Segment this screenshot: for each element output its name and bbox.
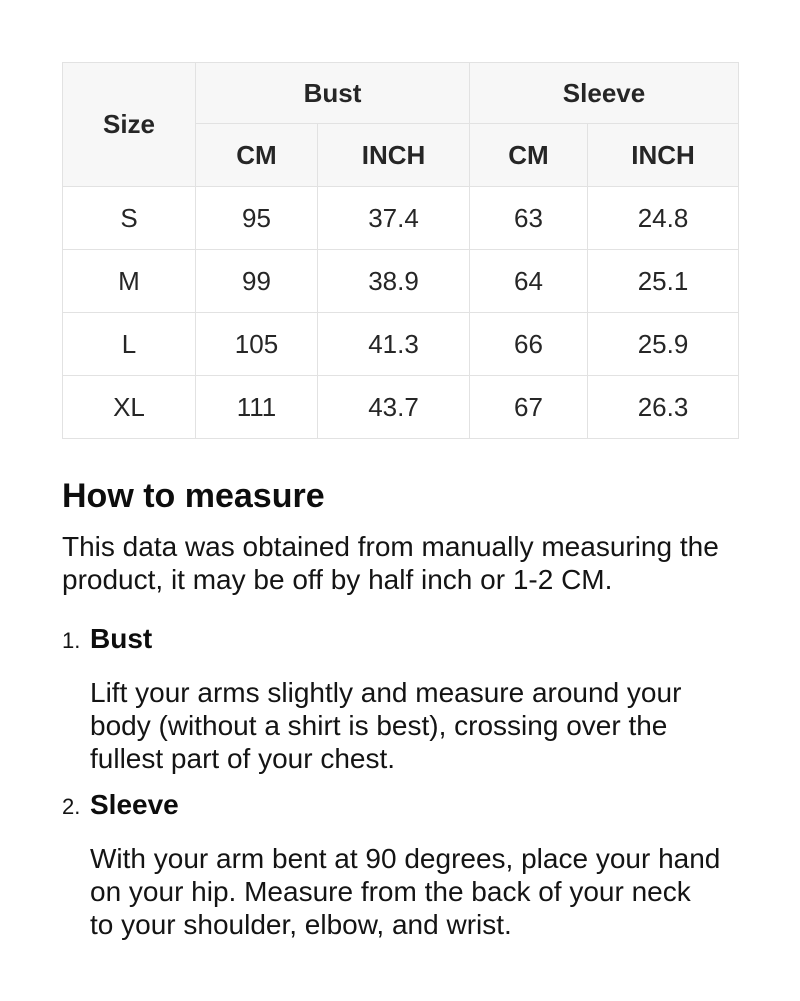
header-sleeve-inch: INCH: [588, 124, 739, 187]
bust-cm-cell: 99: [196, 250, 318, 313]
bust-inch-cell: 41.3: [318, 313, 470, 376]
header-size: Size: [63, 63, 196, 187]
measure-intro-paragraph: This data was obtained from manually measuring the product, it may be off by half inch or 1-2 CM.: [62, 531, 719, 595]
header-bust-cm: CM: [196, 124, 318, 187]
header-group-bust: Bust: [196, 63, 470, 124]
step-number: 2.: [62, 794, 81, 819]
table-row-l: [63, 313, 739, 376]
how-to-measure-heading: How to measure: [62, 477, 325, 515]
header-group-sleeve: Sleeve: [470, 63, 739, 124]
size-cell: M: [63, 250, 196, 313]
step-description: With your arm bent at 90 degrees, place your hand on your hip. Measure from the back of your neck to your shoulder, elbow, and wrist.: [90, 843, 721, 940]
sleeve-inch-cell: 25.9: [588, 313, 739, 376]
bust-cm-cell: 95: [196, 187, 318, 250]
sleeve-cm-cell: 66: [470, 313, 588, 376]
sleeve-inch-cell: 26.3: [588, 376, 739, 439]
bust-inch-cell: 43.7: [318, 376, 470, 439]
table-row-s: [63, 187, 739, 250]
sleeve-cm-cell: 63: [470, 187, 588, 250]
table-row-xl: [63, 376, 739, 439]
size-cell: L: [63, 313, 196, 376]
sleeve-inch-cell: 24.8: [588, 187, 739, 250]
step-header: [62, 788, 738, 824]
size-cell: XL: [63, 376, 196, 439]
header-sleeve-cm: CM: [470, 124, 588, 187]
bust-cm-cell: 111: [196, 376, 318, 439]
header-bust-inch: INCH: [318, 124, 470, 187]
bust-inch-cell: 38.9: [318, 250, 470, 313]
measure-steps-list: [62, 622, 738, 941]
step-description: Lift your arms slightly and measure around your body (without a shirt is best), crossing over the fullest part of your chest.: [90, 677, 682, 774]
bust-cm-cell: 105: [196, 313, 318, 376]
step-number: 1.: [62, 628, 81, 653]
measure-step-sleeve: [62, 788, 738, 941]
step-title: Bust: [90, 623, 153, 654]
sleeve-inch-cell: 25.1: [588, 250, 739, 313]
bust-inch-cell: 37.4: [318, 187, 470, 250]
step-title: Sleeve: [90, 789, 179, 820]
sleeve-cm-cell: 64: [470, 250, 588, 313]
size-cell: S: [63, 187, 196, 250]
size-chart-table: [62, 62, 739, 439]
table-row-m: [63, 250, 739, 313]
sleeve-cm-cell: 67: [470, 376, 588, 439]
step-header: [62, 622, 738, 658]
measure-step-bust: [62, 622, 738, 775]
